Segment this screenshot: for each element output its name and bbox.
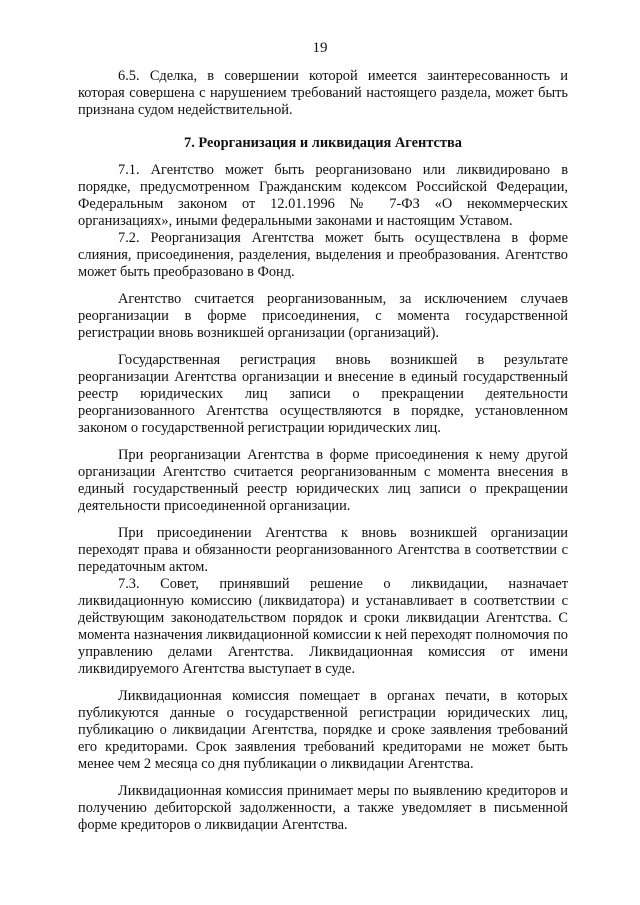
paragraph-state-registration: Государственная регистрация вновь возникшей в результате реорганизации Агентства организации и внесение в единый государственный реестр юридических лиц записи о прекращении деятельности реорганизованного Агентства осуществляются в порядке, установленном законом о государственной регистрации юридических лиц. [78, 352, 568, 436]
paragraph-7-3: 7.3. Совет, принявший решение о ликвидации, назначает ликвидационную комиссию (ликвидатора) и устанавливает в соответствии с действующим законодательством порядок и сроки ликвидации Агентства. С момента назначения ликвидационной комиссии к ней переходят полномочия по управлению делами Агентства. Ликвидационная комиссия от имени ликвидируемого Агентства выступает в суде. [78, 576, 568, 677]
paragraph-creditors: Ликвидационная комиссия принимает меры по выявлению кредиторов и получению дебиторской задолженности, а также уведомляет в письменной форме кредиторов о ликвидации Агентства. [78, 783, 568, 833]
document-body [78, 68, 568, 834]
paragraph-6-5: 6.5. Сделка, в совершении которой имеется заинтересованность и которая совершена с нарушением требований настоящего раздела, может быть признана судом недействительной. [78, 68, 568, 118]
paragraph-publication: Ликвидационная комиссия помещает в органах печати, в которых публикуются данные о государственной регистрации юридических лиц, публикацию о ликвидации Агентства, порядке и сроке заявления требований его кредиторами. Срок заявления требований кредиторами не может быть менее чем 2 месяца со дня публикации о ликвидации Агентства. [78, 688, 568, 772]
paragraph-7-2: 7.2. Реорганизация Агентства может быть осуществлена в форме слияния, присоединения, разделения, выделения и преобразования. Агентство может быть преобразовано в Фонд. [78, 230, 568, 280]
page-number: 19 [312, 40, 328, 56]
paragraph-transfer-act: При присоединении Агентства к вновь возникшей организации переходят права и обязанности реорганизованного Агентства в соответствии с передаточным актом. [78, 525, 568, 575]
section-7-heading: 7. Реорганизация и ликвидация Агентства [184, 135, 462, 151]
paragraph-reorg-moment: Агентство считается реорганизованным, за исключением случаев реорганизации в форме присоединения, с момента государственной регистрации вновь возникшей организации (организаций). [78, 291, 568, 341]
paragraph-accession: При реорганизации Агентства в форме присоединения к нему другой организации Агентство считается реорганизованным с момента внесения в единый государственный реестр юридических лиц записи о прекращении деятельности присоединенной организации. [78, 447, 568, 514]
paragraph-7-1: 7.1. Агентство может быть реорганизовано или ликвидировано в порядке, предусмотренном Гражданским кодексом Российской Федерации, Федеральным законом от 12.01.1996 № 7-ФЗ «О некоммерческих организациях», иными федеральными законами и настоящим Уставом. [78, 162, 568, 229]
